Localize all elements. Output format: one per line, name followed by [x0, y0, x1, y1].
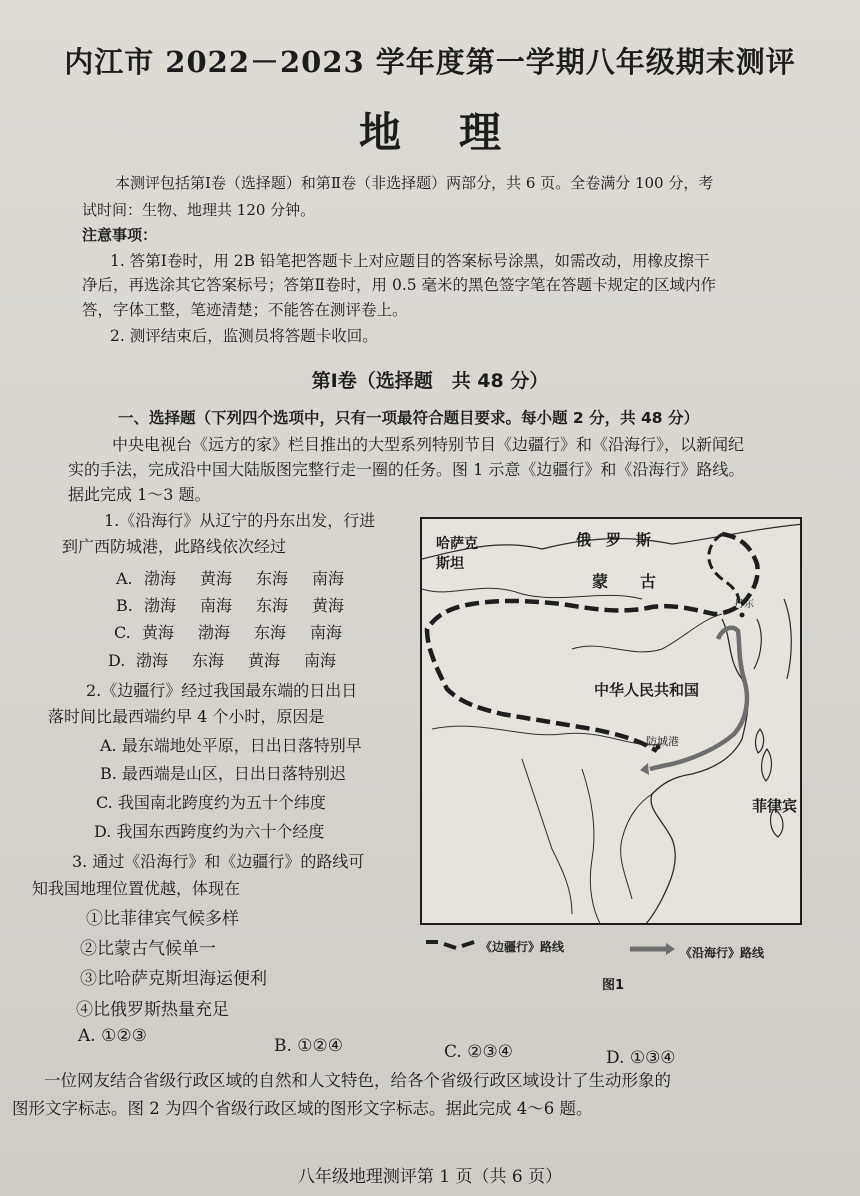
page-footer: 八年级地理测评第 1 页（共 6 页）: [297, 1167, 563, 1187]
option-item: 渤海: [144, 596, 177, 615]
option-key: C.: [114, 623, 131, 642]
q3-answer-d: D. ①③④: [606, 1048, 676, 1068]
map-label-russia: 俄 罗 斯: [576, 531, 652, 549]
map-label-kazakhstan: [436, 533, 478, 573]
note-1-line-c: 答，字体工整，笔迹清楚；不能答在测评卷上。: [82, 301, 408, 319]
option-item: 黄海: [142, 623, 175, 642]
option-item: 南海: [304, 651, 337, 670]
notes-heading: 注意事项：: [82, 226, 158, 244]
q2-option-d: D. 我国东西跨度约为六十个经度: [94, 822, 325, 841]
legend-border-route: 《边疆行》路线: [480, 940, 565, 954]
map-label-fangchenggang: 防城港: [646, 735, 679, 748]
map-label-china: 中华人民共和国: [594, 681, 700, 699]
note-1-line-a: 1. 答第Ⅰ卷时，用 2B 铅笔把答题卡上对应题目的答案标号涂黑，如需改动，用橡皮擦干: [110, 252, 710, 270]
section-title: 第Ⅰ卷（选择题 共 48 分）: [311, 370, 549, 392]
q2-stem-a: 2.《边疆行》经过我国最东端的日出日: [86, 681, 358, 700]
q3-item-4: ④比俄罗斯热量充足: [76, 1000, 229, 1020]
option-item: 东海: [254, 623, 287, 642]
q1-option-b: [116, 593, 368, 616]
exam-title: 内江市 2022－2023 学年度第一学期八年级期末测评: [64, 45, 796, 79]
option-item: 渤海: [198, 623, 231, 642]
legend-coast-route: 《沿海行》路线: [680, 946, 765, 960]
option-key: A.: [116, 569, 133, 588]
q3-stem-a: 3. 通过《沿海行》和《边疆行》的路线可: [72, 852, 365, 871]
option-key: B.: [116, 596, 133, 615]
option-item: 渤海: [136, 651, 169, 670]
q2-option-b: B. 最西端是山区，日出日落特别迟: [100, 764, 346, 783]
q3-item-3: ③比哈萨克斯坦海运便利: [80, 969, 267, 989]
part-1-heading: 一、选择题（下列四个选项中，只有一项最符合题目要求。每小题 2 分，共 48 分）: [118, 409, 699, 427]
context4-line-2: 图形文字标志。图 2 为四个省级行政区域的图形文字标志。据此完成 4～6 题。: [12, 1099, 593, 1118]
q3-answer-c: C. ②③④: [444, 1042, 513, 1062]
q3-answer-b: B. ①②④: [274, 1036, 344, 1056]
kazakhstan-label-line-1: 哈萨克: [436, 536, 478, 552]
q1-stem-b: 到广西防城港，此路线依次经过: [62, 537, 287, 556]
option-item: 黄海: [312, 596, 345, 615]
map-label-philippines: 菲律宾: [752, 797, 798, 815]
q2-stem-b: 落时间比最西端约早 4 个小时，原因是: [48, 707, 325, 726]
map-label-dandong: 丹东: [734, 599, 754, 610]
q1-option-d: [108, 648, 360, 671]
figure-caption: 图1: [602, 978, 625, 993]
q1-option-c: [114, 620, 366, 643]
instructions-line-2: 试时间：生物、地理共 120 分钟。: [82, 201, 316, 219]
route-map: [420, 517, 802, 925]
option-item: 黄海: [248, 651, 281, 670]
context4-line-1: 一位网友结合省级行政区域的自然和人文特色，给各个省级行政区域设计了生动形象的: [44, 1071, 671, 1090]
q1-stem-a: 1.《沿海行》从辽宁的丹东出发，行进: [104, 511, 376, 530]
map-label-mongolia: 蒙 古: [592, 572, 657, 591]
coast-route-legend-arrow: [628, 942, 676, 956]
option-item: 南海: [312, 569, 345, 588]
option-key: D.: [108, 651, 126, 670]
context-line-2: 实的手法，完成沿中国大陆版图完整行走一圈的任务。图 1 示意《边疆行》和《沿海行》路线。: [68, 460, 745, 479]
option-item: 东海: [256, 596, 289, 615]
option-item: 渤海: [144, 569, 177, 588]
option-item: 南海: [200, 596, 233, 615]
subject-title: 地理: [358, 108, 559, 157]
option-item: 南海: [310, 623, 343, 642]
q3-answer-a: A. ①②③: [78, 1026, 147, 1046]
q3-stem-b: 知我国地理位置优越，体现在: [32, 879, 241, 898]
border-route-legend-line: [424, 938, 476, 952]
kazakhstan-label-line-2: 斯坦: [436, 556, 464, 572]
q2-option-c: C. 我国南北跨度约为五十个纬度: [96, 793, 326, 812]
option-item: 东海: [256, 569, 289, 588]
q3-item-2: ②比蒙古气候单一: [80, 939, 216, 959]
note-2: 2. 测评结束后，监测员将答题卡收回。: [110, 327, 378, 345]
option-item: 黄海: [200, 569, 233, 588]
q2-option-a: A. 最东端地处平原，日出日落特别早: [100, 736, 362, 755]
instructions-line-1: 本测评包括第Ⅰ卷（选择题）和第Ⅱ卷（非选择题）两部分，共 6 页。全卷满分 100 分，考: [115, 174, 714, 192]
q3-item-1: ①比菲律宾气候多样: [86, 909, 239, 929]
note-1-line-b: 净后，再选涂其它答案标号；答第Ⅱ卷时，用 0.5 毫米的黑色签字笔在答题卡规定的区域内作: [82, 276, 717, 294]
context-line-1: 中央电视台《远方的家》栏目推出的大型系列特别节目《边疆行》和《沿海行》，以新闻纪: [112, 435, 745, 454]
context-line-3: 据此完成 1～3 题。: [68, 485, 211, 504]
q1-option-a: [116, 566, 368, 589]
option-item: 东海: [192, 651, 225, 670]
